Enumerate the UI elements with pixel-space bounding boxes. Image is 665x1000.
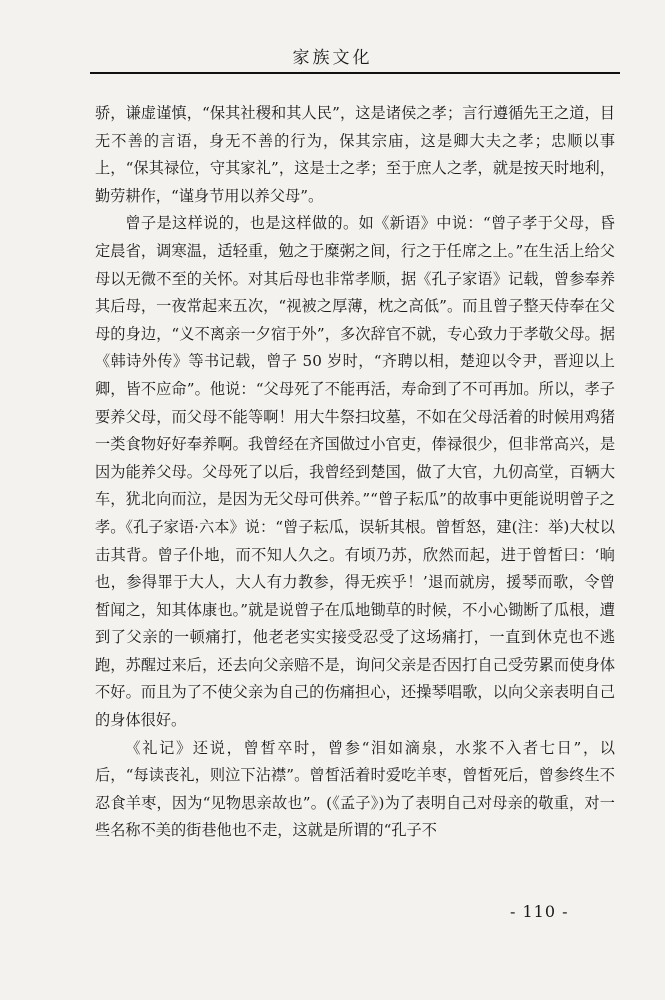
header-rule <box>90 72 620 74</box>
paragraph: 曾子是这样说的，也是这样做的。如《新语》中说：“曾子孝于父母，昏定晨省，调寒温，适轻重，勉之于糜粥之间，行之于任席之上。”在生活上给父母以无微不至的关怀。对其后母也非常孝顺，据《孔子家语》记载，曾参奉养其后母，一夜常起来五次，“视被之厚薄，枕之高低”。而且曾子整天侍奉在父母的身边，“义不离亲一夕宿于外”，多次辞官不就，专心致力于孝敬父母。据《韩诗外传》等书记载，曾子 50 岁时，“齐聘以相，楚迎以令尹，晋迎以上卿，皆不应命”。他说：“父母死了不能再活，寿命到了不可再加。所以，孝子要养父母，而父母不能等啊！用大牛祭扫坟墓，不如在父母活着的时候用鸡猪一类食物好好奉养啊。我曾经在齐国做过小官吏，俸禄很少，但非常高兴，是因为能养父母。父母死了以后，我曾经到楚国，做了大官，九仞高堂，百辆大车，犹北向而泣，是因为无父母可供养。”“曾子耘瓜”的故事中更能说明曾子之孝。《孔子家语·六本》说：“曾子耘瓜，误斩其根。曾皙怒，建(注：举)大杖以击其背。曾子仆地，而不知人久之。有顷乃苏，欣然而起，进于曾皙曰：‘晌也，参得罪于大人，大人有力教参，得无疾乎！’退而就房，援琴而歌，令曾皙闻之，知其体康也。”就是说曾子在瓜地锄草的时候，不小心锄断了瓜根，遭到了父亲的一顿痛打，他老老实实接受忍受了这场痛打，一直到休克也不逃跑，苏醒过来后，还去向父亲赔不是，询问父亲是否因打自己受劳累而使身体不好。而且为了不使父亲为自己的伤痛担心，还操琴唱歌，以向父亲表明自己的身体很好。 <box>95 214 615 730</box>
running-header-title: 家族文化 <box>292 48 373 68</box>
paragraph: 《礼记》还说，曾皙卒时，曾参“泪如滴泉，水浆不入者七日”，以后，“每读丧礼，则泣下沾襟”。曾皙活着时爱吃羊枣，曾皙死后，曾参终生不忍食羊枣，因为“见物思亲故也”。(《孟子》)为了表明自己对母亲的敬重，对一些名称不美的街巷他也不走，这就是所谓的“孔子不 <box>95 738 615 840</box>
body-text <box>95 100 615 845</box>
paragraph: 骄，谦虚谨慎，“保其社稷和其人民”，这是诸侯之孝；言行遵循先王之道，目无不善的言语，身无不善的行为，保其宗庙，这是卿大夫之孝；忠顺以事上，“保其禄位，守其家礼”，这是士之孝；至于庶人之孝，就是按天时地利，勤劳耕作，“谨身节用以养父母”。 <box>95 104 615 205</box>
page-number: - 110 - <box>510 902 569 921</box>
